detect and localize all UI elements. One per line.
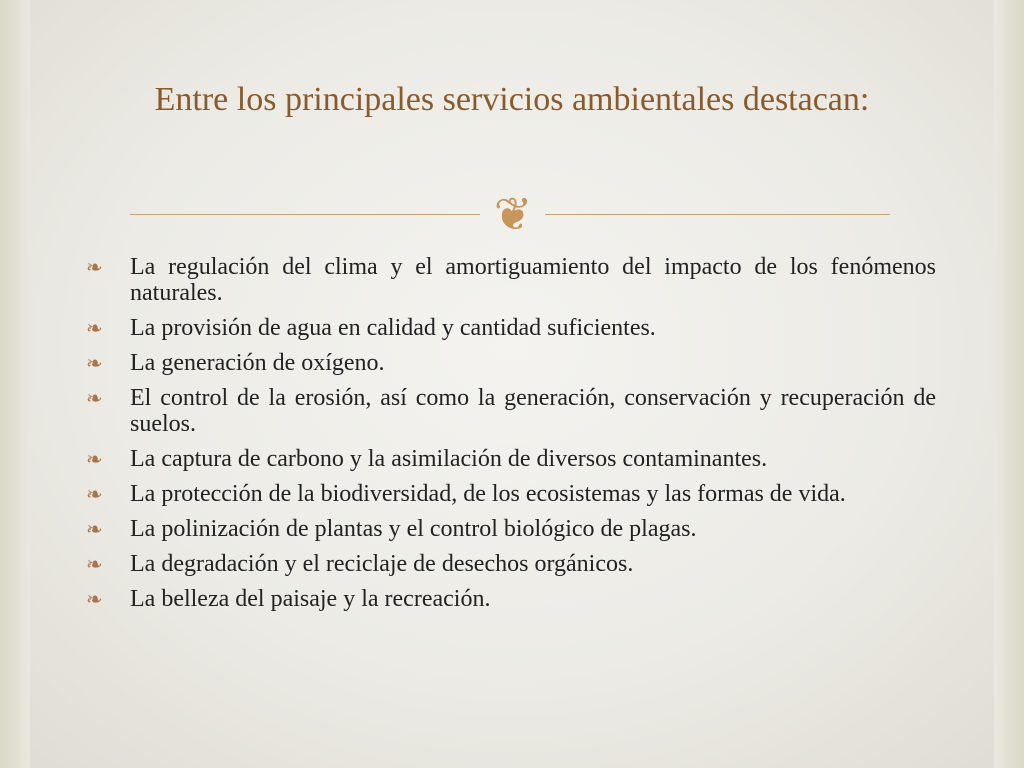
list-item [86,315,936,341]
leaf-flourish-icon: ❧ [86,517,103,541]
list-item-text: La regulación del clima y el amortiguamiento del impacto de los fenómenos naturales. [130,254,936,306]
list-item-text: El control de la erosión, así como la generación, conservación y recuperación de suelos. [130,385,936,437]
list-item [86,481,936,507]
title-divider-right [545,214,890,215]
list-item-text: La polinización de plantas y el control biológico de plagas. [130,516,697,542]
leaf-flourish-icon: ❧ [86,587,103,611]
slide-frame-right [994,0,1024,768]
list-item [86,446,936,472]
leaf-flourish-icon: ❧ [86,447,103,471]
list-item-text: La protección de la biodiversidad, de los ecosistemas y las formas de vida. [130,481,846,507]
scroll-flourish-icon: ❦ [493,187,533,241]
leaf-flourish-icon: ❧ [86,482,103,506]
slide-title: Entre los principales servicios ambientales destacan: [154,81,870,118]
leaf-flourish-icon: ❧ [86,316,103,340]
list-item-text: La belleza del paisaje y la recreación. [130,586,491,612]
leaf-flourish-icon: ❧ [86,386,103,410]
list-item-text: La generación de oxígeno. [130,350,385,376]
list-item [86,385,936,437]
leaf-flourish-icon: ❧ [86,255,103,279]
list-item [86,350,936,376]
slide-frame-left [0,0,30,768]
leaf-flourish-icon: ❧ [86,552,103,576]
list-item [86,254,936,306]
list-item-text: La degradación y el reciclaje de desechos orgánicos. [130,551,634,577]
list-item [86,516,936,542]
list-item-text: La provisión de agua en calidad y cantidad suficientes. [130,315,656,341]
list-item-text: La captura de carbono y la asimilación de diversos contaminantes. [130,446,768,472]
title-divider-left [130,214,480,215]
list-item [86,586,936,612]
list-item [86,551,936,577]
bullet-list [86,254,936,621]
leaf-flourish-icon: ❧ [86,351,103,375]
